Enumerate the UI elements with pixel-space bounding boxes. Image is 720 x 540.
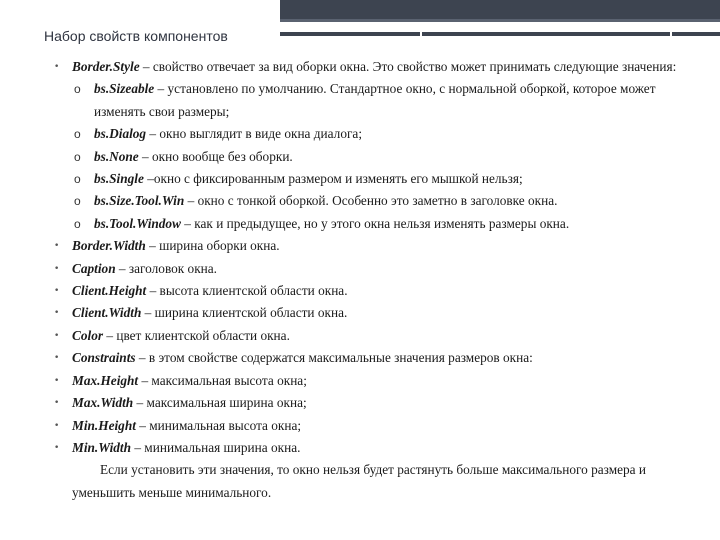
property-name: Border.Style xyxy=(72,59,140,74)
slide-body xyxy=(50,56,690,504)
sub-list-item xyxy=(50,190,690,212)
property-description: – ширина оборки окна. xyxy=(145,238,280,254)
list-item xyxy=(50,302,690,324)
slide-top-bar xyxy=(0,0,720,22)
value-name: bs.Sizeable xyxy=(94,81,155,97)
list-item xyxy=(50,392,690,414)
sub-list-item xyxy=(50,78,690,123)
property-name: Color xyxy=(72,327,104,343)
value-description: – как и предыдущее, но у этого окна нельзя изменять размеры окна. xyxy=(180,215,570,231)
bullet-icon: • xyxy=(54,420,60,431)
sub-list-item xyxy=(50,213,690,235)
list-item xyxy=(50,325,690,347)
slide-title: Набор свойств компонентов xyxy=(44,28,232,44)
value-name: bs.Dialog xyxy=(94,126,147,142)
property-name: Caption xyxy=(72,260,116,276)
bullet-icon: • xyxy=(54,375,60,386)
bullet-icon: • xyxy=(54,398,60,409)
note-text: Если установить эти значения, то окно нельзя будет растянуть больше максимального размера и уменьшить меньше минимального. xyxy=(72,462,647,500)
property-name: Client.Height xyxy=(72,283,147,299)
list-item xyxy=(50,56,690,78)
property-name: Max.Width xyxy=(72,395,134,411)
sub-bullet-icon: o xyxy=(74,172,81,187)
list-item xyxy=(50,280,690,302)
value-description: – установлено по умолчанию. Стандартное окно, с нормальной оборкой, которое может изменять свои размеры; xyxy=(94,81,656,119)
sub-list-item xyxy=(50,146,690,168)
value-name: bs.Single xyxy=(94,171,144,187)
bullet-icon: • xyxy=(54,62,60,72)
sub-bullet-icon: o xyxy=(74,82,81,97)
slide-header-band xyxy=(280,0,720,22)
list-item xyxy=(50,437,690,459)
property-name: Constraints xyxy=(72,350,136,366)
sub-list-item xyxy=(50,123,690,145)
property-description: – заголовок окна. xyxy=(115,260,218,276)
property-description: – свойство отвечает за вид оборки окна. Это свойство может принимать следующие значения: xyxy=(139,59,677,74)
bullet-icon: • xyxy=(54,330,60,341)
property-description: – максимальная высота окна; xyxy=(138,372,307,388)
bullet-icon: • xyxy=(54,263,60,274)
sub-bullet-icon: o xyxy=(74,149,81,164)
bullet-icon: • xyxy=(54,308,60,319)
bullet-icon: • xyxy=(54,353,60,364)
sub-bullet-icon: o xyxy=(74,216,81,231)
note-paragraph xyxy=(50,459,690,504)
list-item xyxy=(50,258,690,280)
bullet-icon: • xyxy=(54,442,60,453)
property-description: – минимальная ширина окна. xyxy=(131,439,301,455)
property-name: Min.Width xyxy=(72,439,131,455)
list-item xyxy=(50,415,690,437)
property-name: Max.Height xyxy=(72,372,139,388)
value-description: –окно с фиксированным размером и изменять его мышкой нельзя; xyxy=(143,171,523,187)
bullet-icon: • xyxy=(54,286,60,297)
property-description: – высота клиентской области окна. xyxy=(146,283,348,299)
property-description: – цвет клиентской области окна. xyxy=(103,327,290,343)
value-name: bs.Tool.Window xyxy=(94,215,181,231)
property-name: Min.Height xyxy=(72,417,136,433)
value-name: bs.Size.Tool.Win xyxy=(94,193,185,209)
value-description: – окно с тонкой оборкой. Особенно это заметно в заголовке окна. xyxy=(184,193,558,209)
value-description: – окно выглядит в виде окна диалога; xyxy=(146,126,363,142)
property-description: – максимальная ширина окна; xyxy=(133,395,307,411)
list-item xyxy=(50,235,690,257)
value-name: bs.None xyxy=(94,148,139,164)
bullet-icon: • xyxy=(54,241,60,252)
property-description: – ширина клиентской области окна. xyxy=(141,305,348,321)
sub-bullet-icon: o xyxy=(74,127,81,142)
property-description: – минимальная высота окна; xyxy=(135,417,302,433)
sub-list-item xyxy=(50,168,690,190)
value-description: – окно вообще без оборки. xyxy=(138,148,293,164)
property-description: – в этом свойстве содержатся максимальные значения размеров окна: xyxy=(135,350,533,366)
property-name: Border.Width xyxy=(72,238,146,254)
list-item xyxy=(50,370,690,392)
property-name: Client.Width xyxy=(72,305,142,321)
slide-title-accent xyxy=(280,32,720,36)
sub-bullet-icon: o xyxy=(74,194,81,209)
list-item xyxy=(50,347,690,369)
